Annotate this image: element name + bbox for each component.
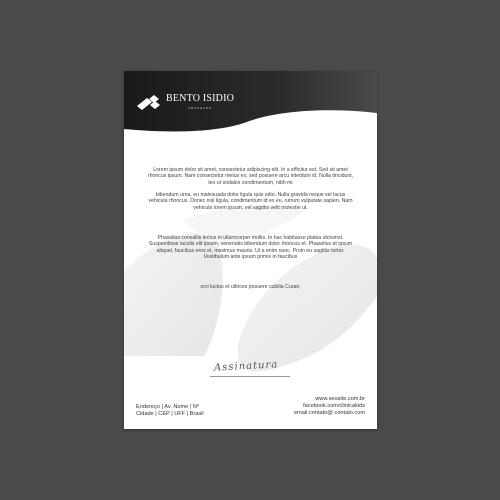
address-line-2: Cidade | CEP | UFF | Brasil — [136, 411, 204, 417]
decor-shape-right — [238, 245, 377, 372]
body-paragraph-2: bibendum urna, eu malesuada dolor ligula quis odio. Nulla gravida neque vel lacus vehicula rhoncus. Donec nisl ligula, condimentum id ex eu, rutrum vulputate sapien. Nam vehicula lorem ipsum, vel sagittis velit molestie ut. — [148, 192, 353, 211]
website-link[interactable]: www.seusite.com.br — [315, 396, 365, 402]
body-paragraph-3: Phasellus convallis lectus in ullamcorper mollis. In hac habitasse platea dictumst. Suspendisse iaculis elit ipsum, venenatis bibendum dolor rhoncus et. Phasellus et ipsum aliquet, faucibus eros et, maximus mauris. Ut a enim nunc. Proin eu sagittis tortor. Vestibulum ante ipsum primis in faucibus — [148, 235, 353, 261]
footer-contacts — [294, 396, 365, 418]
brand-name: BENTO ISIDIO — [166, 93, 235, 104]
diamond-grid-logo-icon — [136, 94, 162, 110]
brand-tagline: ADVOGADO — [188, 106, 212, 110]
brand-logo — [136, 94, 234, 110]
body-paragraph-4: orci luctus et ultrices posuere cubilia Curae; — [200, 284, 301, 290]
signature-line — [210, 376, 290, 377]
footer-address — [136, 404, 204, 418]
facebook-link[interactable]: facebook.com/clinicakids — [303, 403, 365, 410]
body-paragraph-1: Lorem ipsum dolor sit amet, consectetur adipiscing elit. In a efficitur est. Sed sit amet rhoncus ipsum. Nam consectetur metus ex, sed posuere arcu interdum id. Nulla tincidunt, leo ut sodales condimentum, nibh mi — [147, 167, 354, 186]
email-link[interactable]: email.contato@ contato.com — [294, 410, 365, 417]
address-line-1: Endereço | Av. Nome | Nº — [136, 404, 199, 410]
letterhead-page — [124, 71, 377, 429]
signature: Assinatura — [213, 359, 279, 374]
